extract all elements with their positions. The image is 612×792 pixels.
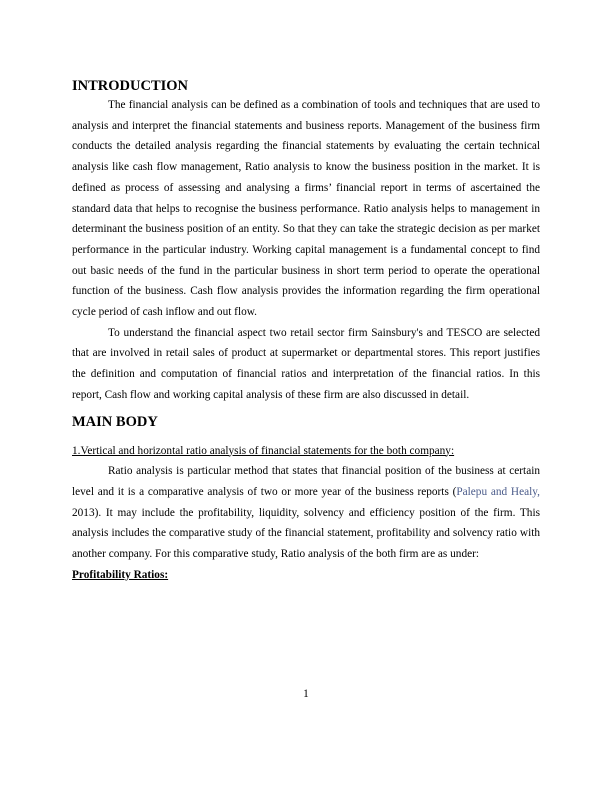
main-body-heading: MAIN BODY [72, 413, 158, 430]
introduction-paragraph-2: To understand the financial aspect two retail sector firm Sainsbury's and TESCO are selected that are involved in retail sales of product at supermarket or departmental stores. This report justifies the definition and computation of financial ratios and interpretation of the financial ratios. In this report, Cash flow and working capital analysis of these firm are also discussed in detail. [72, 326, 540, 401]
citation-link: Palepu and Healy, [456, 485, 540, 498]
page-content [72, 78, 540, 585]
profitability-ratios-heading: Profitability Ratios: [72, 568, 169, 581]
page-number: 1 [303, 688, 309, 700]
introduction-paragraph-1: The financial analysis can be defined as a combination of tools and techniques that are used to analysis and interpret the financial statements and business reports. Management of the business firm conducts the detailed analysis regarding the financial statements by evaluating the certain technical analysis like cash flow management, Ratio analysis to know the business position in the market. It is defined as process of assessing and analysing a firms’ financial report in terms of ascertained the standard data that helps to recognise the business performance. Ratio analysis helps to management in determinant the business position of an entity. So that they can take the strategic decision as per market performance in the particular industry. Working capital management is a fundamental concept to find out basic needs of the fund in the particular business in short term period to operate the operational function of the business. Cash flow analysis provides the information regarding the firm operational cycle period of cash inflow and out flow. [72, 99, 540, 319]
introduction-heading: INTRODUCTION [72, 78, 189, 94]
ratio-analysis-text-end: 2013). It may include the profitability, liquidity, solvency and efficiency position of the firm. This analysis includes the comparative study of the financial statement, profitability and solvency ratio with another company. For this comparative study, Ratio analysis of the both firm are as under: [72, 506, 540, 561]
ratio-analysis-paragraph [72, 461, 540, 565]
ratio-analysis-subheading: 1.Vertical and horizontal ratio analysis of financial statements for the both company: [72, 444, 455, 457]
ratio-analysis-text-start: Ratio analysis is particular method that states that financial position of the business at certain level and it is a comparative analysis of two or more year of the business reports ( [72, 465, 540, 498]
